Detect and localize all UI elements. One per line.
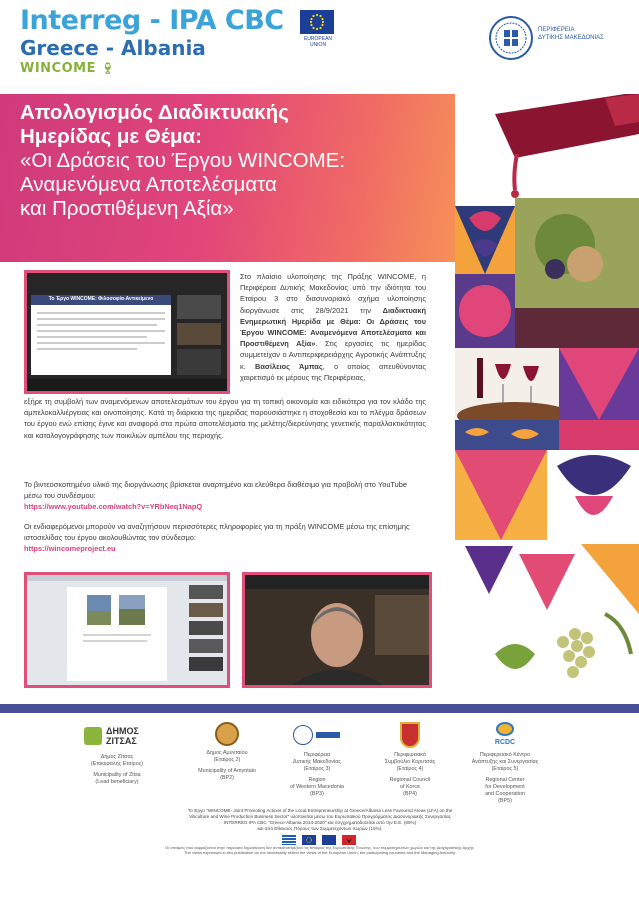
partner-5-en4: (BP5) [498,798,512,804]
zitsa-logo [72,722,162,750]
region-name-line1: ΠΕΡΙΦΕΡΕΙΑ [538,27,575,33]
partner-5-en1: Regional Center [485,777,525,783]
rcdc-emblem-icon [496,722,514,736]
partner-1-gr1: Δήμος Ζίτσας [100,754,134,760]
continuation-paragraph: εξήρε τη συμβολή των αναμενόμενων αποτελεσμάτων του έργου για τη τοπική οικονομία και ειδικότερα για τον κλάδο της αμπελοκαλλιέργειας και οινοποίησης. Κατά τη διάρκεια της ημερίδας παρουσιάστηκε η στοχοθεσία και το πλέγμα δράσεων του έργου ενώ επίσης έγινε και αναφορά στα πρώτα αποτελέσματα της μελέτης/διερεύνησης γενετικής παραλλακτικότητας και καταλογογράφησης των ποικιλιών αμπέλου της περιοχής. [24,397,426,440]
project-name [20,60,320,78]
partner-1-gr2: (Επικεφαλής Εταίρος) [90,761,144,767]
intro-part-a: Στο πλαίσιο υλοποίησης της Πράξης WINCOME, η Περιφέρεια Δυτικής Μακεδονίας υπό την ιδιότητα του Εταίρου 3 στο διασυνοριακό σχήμα υλοποίησης διοργάνωσε στις 28/9/2021 την [240,272,426,315]
disclaimer [60,845,580,855]
rcdc-logo [485,722,525,748]
eu-flag-small-icon [302,835,316,845]
partner-4-en1: Regional Council [389,777,431,783]
partner-5-en2: for Development [485,784,525,790]
partner-2-en2: (BP2) [220,775,234,781]
programme-countries: Greece - Albania [20,36,206,60]
banner-line-5: και Προστιθέμενη Αξία» [20,197,234,220]
zitsa-logo-text: ΔΗΜΟΣ ΖΙΤΣΑΣ [106,726,139,746]
partner-3-en1: Region [308,777,326,783]
partner-1-en1: Municipality of Zitsa [93,772,141,778]
partner-3-en3: (BP3) [310,791,324,797]
partner-4-gr3: (Εταίρος 4) [396,766,424,772]
partner-3-gr1: Περιφέρεια [303,752,331,758]
banner-line-2: Ημερίδας με Θέμα: [20,125,202,148]
wine-illustration [455,94,639,702]
intro-paragraph [240,271,426,383]
partner-4-gr2: Συμβούλιο Κορυτσάς [384,759,436,765]
project-label: WINCOME [20,61,96,76]
eu-flag-icon [300,10,334,34]
partner-2-gr1: Δήμος Αμυνταίου [206,750,248,756]
partner-5-en3: and Cooperation [485,791,525,797]
funding-line-4: και από Εθνικούς Πόρους των Συμμετεχόντων Χωρών (15%). [257,826,383,831]
albanian-flag-icon [342,835,356,845]
partner-5-gr2: Ανάπτυξης και Συνεργασίας [471,759,539,765]
interreg-flag-icon [322,835,336,845]
western-macedonia-logo-icon [293,722,341,748]
partner-2-gr2: (Εταίρος 2) [213,757,241,763]
intro-event-title: Διαδικτυακή Ενημερωτική Ημερίδα με Θέμα: Οι Δράσεις του Έργου WINCOME: Αναμενόμενα Αποτελέσματα και Προστιθέμενη Αξία» [240,305,426,349]
youtube-link[interactable]: https://www.youtube.com/watch?v=YRbNeq1NapQ [24,502,203,512]
region-name-line2: ΔΥΤΙΚΗΣ ΜΑΚΕΔΟΝΙΑΣ [538,35,604,41]
partner-3-en2: of Western Macedonia [290,784,344,790]
disclaimer-gr: Οι απόψεις που εκφράζονται στην παρούσα δημοσίευση δεν αντικατοπτρίζουν τις απόψεις της Ευρωπαϊκής Ένωσης, των συμμετεχουσών χωρών και της Διαχειριστικής Αρχής. [165,845,475,850]
korce-emblem-icon [400,722,420,748]
intro-part-c: . Στις εργασίες τις ημερίδας συμμετείχαν ο Αντιπεριφερειάρχης Αγροτικής Ανάπτυξης κ. [240,339,426,371]
greek-flag-icon [282,835,296,845]
rcdc-logo-text: RCDC [494,739,516,746]
funding-description [150,808,490,832]
banner-line-3: «Οι Δράσεις του Έργου WINCOME: [20,149,346,172]
partner-3-gr3: (Εταίρος 3) [303,766,331,772]
disclaimer-en: The views expressed in this publication do not necessarily reflect the views of the European Union, the participating countries and the Managing Authority. [183,850,457,856]
intro-part-e: , ο οποίος απευθύνοντας χαιρετισμό εκ μέρους της Περιφέρειας, [240,361,426,382]
wine-glass-icon: 🍷︎ [101,62,116,75]
country-flags [282,832,358,842]
banner-title [20,101,450,221]
partner-korce [355,722,465,798]
partner-zitsa [62,722,172,786]
partner-4-gr1: Περιφερειακό [394,752,426,758]
partner-2-en1: Municipality of Amyntaio [198,768,256,774]
video-description: Το βιντεοσκοπημένο υλικό της διοργάνωσης βρίσκεται αναρτημένο και ελεύθερα διαθέσιμο για προβολή στο YouTube μέσω του συνδέσμου: [24,480,407,501]
banner-line-4: Αναμενόμενα Αποτελέσματα [20,173,277,196]
partner-1-en2: (Lead beneficiary) [95,779,139,785]
project-website-link[interactable]: https://wincomeproject.eu [24,544,116,554]
webinar-speaker-screenshot [242,572,432,688]
partner-5-gr3: (Εταίρος 5) [491,766,519,772]
video-paragraph [24,479,426,513]
footer-band [0,704,639,713]
webinar-screenshot-1 [24,270,230,394]
slide-title: Το Έργο WINCOME: Φιλοσοφία-Αντικείμενο [48,296,154,302]
interreg-logo [20,6,320,78]
funding-line-1: Το Έργο "WINCOME- Joint Promoting Actions of the Local Entrepreneurship at Greece/Albania Less Favoured Areas (LFA) on the [187,808,453,813]
title-banner [0,94,470,262]
eu-label: EUROPEAN UNION [303,36,333,48]
webinar-screenshot-2 [24,572,230,688]
amyntaio-emblem-icon [215,722,239,746]
funding-line-3: INTERREG IPA CBC "Greece-Albania 2014-2020" και συγχρηματοδοτείται από την Ε.Ε. (85%) [223,820,417,825]
more-info-description: Οι ενδιαφερόμενοι μπορούν να αναζητήσουν περισσότερες πληροφορίες για τη πράξη WINCOME μέσω της επίσημης ιστοσελίδας του έργου ακολουθώντας τον σύνδεσμο: [24,522,410,543]
region-name [538,26,618,42]
greek-emblem-icon [489,16,533,60]
zitsa-emblem-icon [84,727,102,745]
partner-4-en2: of Korce [399,784,421,790]
partner-rcdc [450,722,560,805]
more-info-paragraph [24,521,426,555]
intro-speaker: Βασίλειος Άμπας [255,361,323,371]
banner-line-1: Απολογισμός Διαδικτυακής [20,101,289,124]
partner-3-gr2: Δυτικής Μακεδονίας [293,759,341,765]
funding-line-2: Viticulture and Wine Production Business Sector" υλοποιείται μέσω του Ευρωπαϊκού Προγράμματος Διασυνοριακής Συνεργασίας [189,814,451,819]
partner-5-gr1: Περιφερειακό Κέντρο [479,752,531,758]
programme-title: Interreg - IPA CBC [20,5,284,36]
partner-4-en3: (BP4) [403,791,417,797]
